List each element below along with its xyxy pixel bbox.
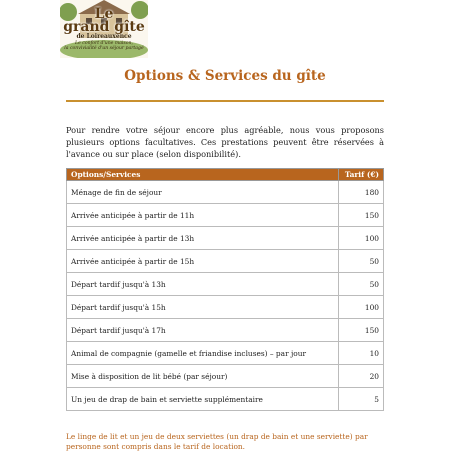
table-row bbox=[67, 250, 384, 273]
table-row bbox=[67, 388, 384, 411]
service-cell: Ménage de fin de séjour bbox=[67, 181, 339, 204]
service-cell: Départ tardif jusqu'à 15h bbox=[67, 296, 339, 319]
intro-paragraph: Pour rendre votre séjour encore plus agréable, nous vous proposons plusieurs options facultatives. Ces prestations peuvent être réservées à l'avance ou sur place (selon disponibilité). bbox=[66, 125, 384, 159]
services-table bbox=[66, 168, 384, 411]
title-divider bbox=[66, 100, 384, 102]
table-row bbox=[67, 319, 384, 342]
price-cell: 5 bbox=[339, 388, 384, 411]
header-price: Tarif (€) bbox=[339, 169, 384, 181]
price-cell: 50 bbox=[339, 273, 384, 296]
logo-text bbox=[60, 8, 148, 52]
table-row bbox=[67, 204, 384, 227]
header-service: Options/Services bbox=[67, 169, 339, 181]
price-cell: 150 bbox=[339, 204, 384, 227]
price-cell: 100 bbox=[339, 227, 384, 250]
table-row bbox=[67, 342, 384, 365]
price-cell: 100 bbox=[339, 296, 384, 319]
service-cell: Départ tardif jusqu'à 13h bbox=[67, 273, 339, 296]
table-row bbox=[67, 365, 384, 388]
service-cell: Arrivée anticipée à partir de 15h bbox=[67, 250, 339, 273]
logo bbox=[60, 0, 148, 58]
table-row bbox=[67, 227, 384, 250]
price-cell: 150 bbox=[339, 319, 384, 342]
table-row bbox=[67, 181, 384, 204]
logo-title-line1: Le bbox=[94, 6, 114, 22]
table-header-row bbox=[67, 169, 384, 181]
price-cell: 50 bbox=[339, 250, 384, 273]
service-cell: Départ tardif jusqu'à 17h bbox=[67, 319, 339, 342]
table-row bbox=[67, 296, 384, 319]
footnote: Le linge de lit et un jeu de deux serviettes (un drap de bain et une serviette) par personne sont compris dans le tarif de location. bbox=[66, 432, 368, 451]
price-cell: 180 bbox=[339, 181, 384, 204]
table-row bbox=[67, 273, 384, 296]
price-cell: 10 bbox=[339, 342, 384, 365]
logo-title-line2: grand gîte bbox=[63, 19, 145, 35]
service-cell: Arrivée anticipée à partir de 11h bbox=[67, 204, 339, 227]
logo-subtitle: de Loireauxence bbox=[76, 33, 132, 40]
service-cell: Mise à disposition de lit bébé (par séjour) bbox=[67, 365, 339, 388]
price-cell: 20 bbox=[339, 365, 384, 388]
page-title: Options & Services du gîte bbox=[124, 68, 326, 84]
service-cell: Arrivée anticipée à partir de 13h bbox=[67, 227, 339, 250]
service-cell: Un jeu de drap de bain et serviette supplémentaire bbox=[67, 388, 339, 411]
logo-tagline-line2: la convivialité d'un séjour partagé bbox=[64, 46, 144, 51]
service-cell: Animal de compagnie (gamelle et friandise incluses) – par jour bbox=[67, 342, 339, 365]
logo-tagline-line1: Le confort d'une maison, bbox=[75, 40, 133, 46]
